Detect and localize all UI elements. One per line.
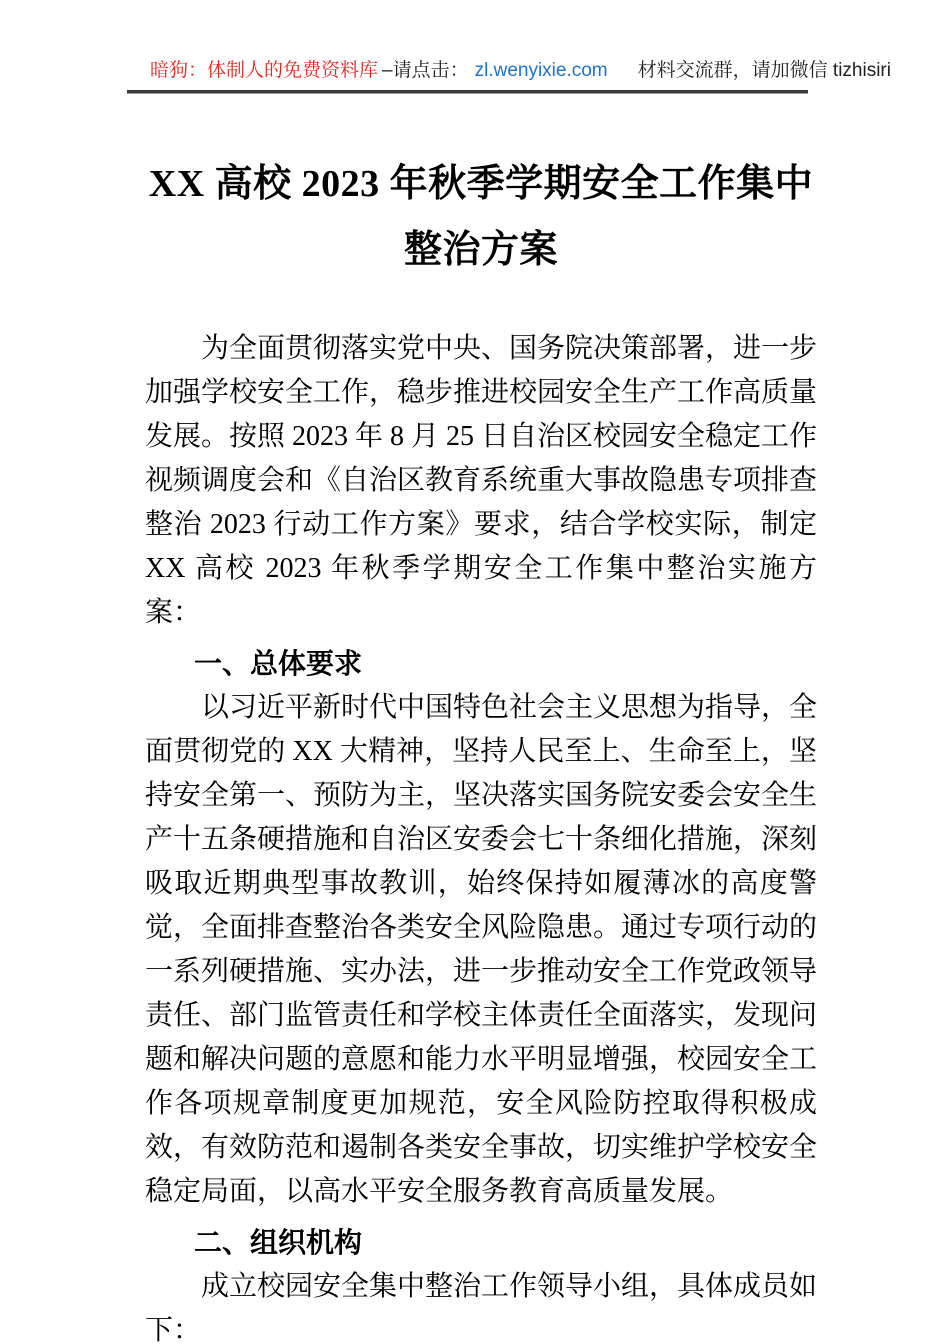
promo-link[interactable]: zl.wenyixie.com bbox=[474, 60, 608, 81]
promo-header bbox=[150, 56, 891, 86]
intro-paragraph: 为全面贯彻落实党中央、国务院决策部署，进一步加强学校安全工作，稳步推进校园安全生产工作高质量发展。按照 2023 年 8 月 25 日自治区校园安全稳定工作视频调度会和《自治区教育系统重大事故隐患专项排查整治 2023 行动工作方案》要求，结合学校实际，制定 XX 高校 2023 年秋季学期安全工作集中整治实施方案： bbox=[145, 333, 818, 628]
section-body-overall-requirements: 以习近平新时代中国特色社会主义思想为指导，全面贯彻党的 XX 大精神，坚持人民至上、生命至上，坚持安全第一、预防为主，坚决落实国务院安委会安全生产十五条硬措施和自治区安委会七十条细化措施，深刻吸取近期典型事故教训，始终保持如履薄冰的高度警觉，全面排查整治各类安全风险隐患。通过专项行动的一系列硬措施、实办法，进一步推动安全工作党政领导责任、部门监管责任和学校主体责任全面落实，发现问题和解决问题的意愿和能力水平明显增强，校园安全工作各项规章制度更加规范，安全风险防控取得积极成效，有效防范和遏制各类安全事故，切实维护学校安全稳定局面，以高水平安全服务教育高质量发展。 bbox=[145, 692, 818, 1207]
section-heading-overall-requirements: 一、总体要求 bbox=[194, 648, 363, 679]
promo-site-label: 暗狗：体制人的免费资料库 bbox=[150, 60, 379, 81]
section-body-organization: 成立校园安全集中整治工作领导小组，具体成员如下： bbox=[145, 1271, 818, 1344]
header-divider bbox=[127, 90, 808, 94]
promo-group-note: 材料交流群，请加微信 tizhisiri bbox=[637, 60, 891, 81]
document-title: XX 高校 2023 年秋季学期安全工作集中整治方案 bbox=[148, 163, 814, 271]
section-heading-organization: 二、组织机构 bbox=[194, 1227, 363, 1258]
promo-click-prompt: –请点击： bbox=[382, 60, 469, 81]
